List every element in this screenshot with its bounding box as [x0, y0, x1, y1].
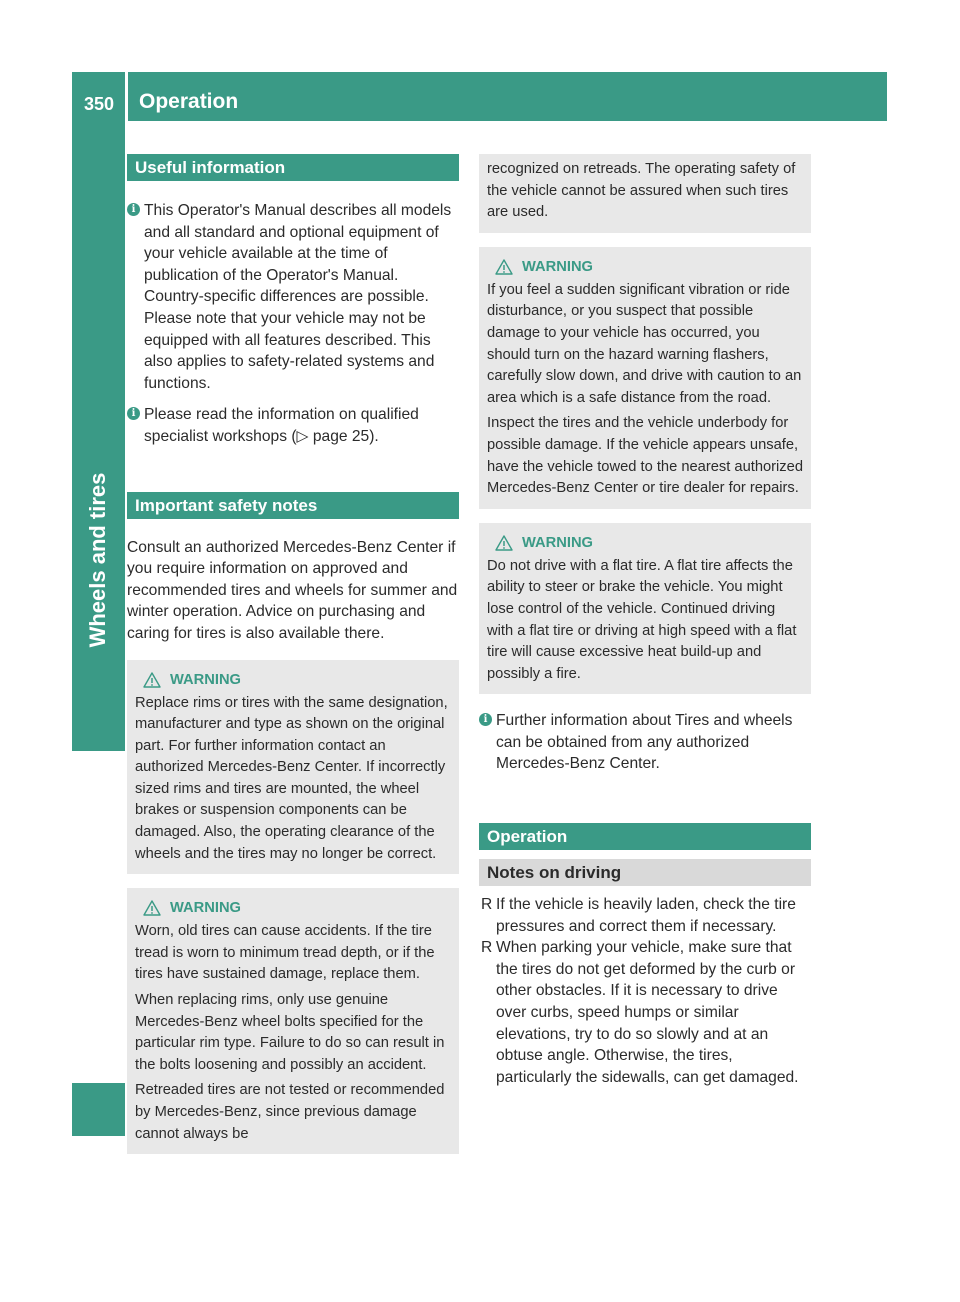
- warning-label: WARNING: [170, 900, 241, 917]
- info-note-text: This Operator's Manual describes all models and all standard and optional equipment of your vehicle available at the time of publication of the Operator's Manual. Country-specific differences are possible. Please note that your vehicle may not be equipped with all features described. This also applies to safety-related systems and functions.: [144, 202, 452, 392]
- chapter-side-label: Wheels and tires: [85, 472, 110, 648]
- info-note-text: Please read the information on qualified specialist workshops (▷ page 25).: [144, 406, 419, 445]
- warning-text: Retreaded tires are not tested or recommended by Mercedes-Benz, since previous damage cannot always be: [135, 1082, 445, 1142]
- info-icon: i: [127, 203, 140, 216]
- warning-triangle-icon: [143, 672, 161, 688]
- section-heading-important-safety-notes: Important safety notes: [127, 492, 459, 519]
- info-icon: i: [479, 713, 492, 726]
- warning-text: Do not drive with a flat tire. A flat tire affects the ability to steer or brake the vehicle. You might lose control of the vehicle. Continued driving with a flat tire or driving at high speed with a flat tire will cause excessive heat build-up and possibly a fire.: [487, 557, 797, 682]
- warning-triangle-icon: [495, 535, 513, 551]
- warning-text: If you feel a sudden significant vibration or ride disturbance, or you suspect that possible damage to your vehicle has occurred, you should turn on the hazard warning flashers, carefully slow down, and drive with caution to an area which is a safe distance from the road.: [487, 281, 802, 406]
- warning-box: [127, 660, 459, 875]
- warning-box: [479, 523, 811, 695]
- warning-label: WARNING: [170, 671, 241, 688]
- info-note-text: Further information about Tires and wheels can be obtained from any authorized Mercedes-Benz Center.: [496, 712, 793, 773]
- list-item: [479, 894, 811, 937]
- section-heading-useful-information: Useful information: [127, 154, 459, 181]
- warning-header: [487, 531, 803, 555]
- chapter-side-tab: [72, 121, 125, 751]
- info-note: [127, 200, 459, 394]
- warning-triangle-icon: [495, 259, 513, 275]
- warning-box: [127, 888, 459, 1154]
- left-column: [127, 154, 459, 1154]
- page-number: 350: [84, 94, 115, 114]
- warning-header: [135, 668, 451, 692]
- header-divider: [125, 72, 128, 121]
- warning-box: [479, 247, 811, 509]
- chapter-marker: [72, 1083, 125, 1136]
- warning-box-continued: [479, 154, 811, 233]
- list-item: [479, 937, 811, 1088]
- warning-label: WARNING: [522, 258, 593, 275]
- driving-notes-list: [479, 894, 811, 1088]
- list-item-text: If the vehicle is heavily laden, check the tire pressures and correct them if necessary.: [496, 896, 796, 935]
- info-note: [127, 404, 459, 447]
- page-header-title: Operation: [139, 90, 239, 113]
- warning-header: [135, 896, 451, 920]
- info-note: [479, 710, 811, 775]
- section-heading-operation: Operation: [479, 823, 811, 850]
- info-icon: i: [127, 407, 140, 420]
- warning-text: Replace rims or tires with the same designation, manufacturer and type as shown on the original part. For further information contact an authorized Mercedes-Benz Center. If incorrectly sized rims and tires are mounted, the wheel brakes or suspension components can be damaged. Also, the operating clearance of the wheels and the tires may no longer be correct.: [135, 694, 448, 862]
- right-column: [479, 154, 811, 1088]
- bullet-marker: R: [481, 896, 493, 914]
- warning-text: Inspect the tires and the vehicle underbody for possible damage. If the vehicle appears unsafe, have the vehicle towed to the nearest authorized Mercedes-Benz Center or tire dealer for repairs.: [487, 415, 803, 497]
- safety-intro-paragraph: Consult an authorized Mercedes-Benz Center if you require information on approved and recommended tires and wheels for summer and winter operation. Advice on purchasing and caring for tires is also available there.: [127, 538, 458, 642]
- warning-text: recognized on retreads. The operating safety of the vehicle cannot be assured when such tires are used.: [487, 161, 796, 221]
- list-item-text: When parking your vehicle, make sure that the tires do not get deformed by the curb or other obstacles. If it is necessary to drive over curbs, speed humps or similar elevations, try to do so slowly and at an obtuse angle. Otherwise, the tires, particularly the sidewalls, can get damaged.: [496, 939, 799, 1086]
- warning-header: [487, 255, 803, 279]
- subsection-heading-notes-on-driving: Notes on driving: [479, 859, 811, 886]
- warning-text: When replacing rims, only use genuine Mercedes-Benz wheel bolts specified for the particular rim type. Failure to do so can result in the bolts loosening and possibly an accident.: [135, 992, 445, 1073]
- warning-triangle-icon: [143, 900, 161, 916]
- warning-text: Worn, old tires can cause accidents. If the tire tread is worn to minimum tread depth, or if the tires have sustained damage, replace them.: [135, 923, 435, 983]
- warning-label: WARNING: [522, 534, 593, 551]
- bullet-marker: R: [481, 939, 493, 957]
